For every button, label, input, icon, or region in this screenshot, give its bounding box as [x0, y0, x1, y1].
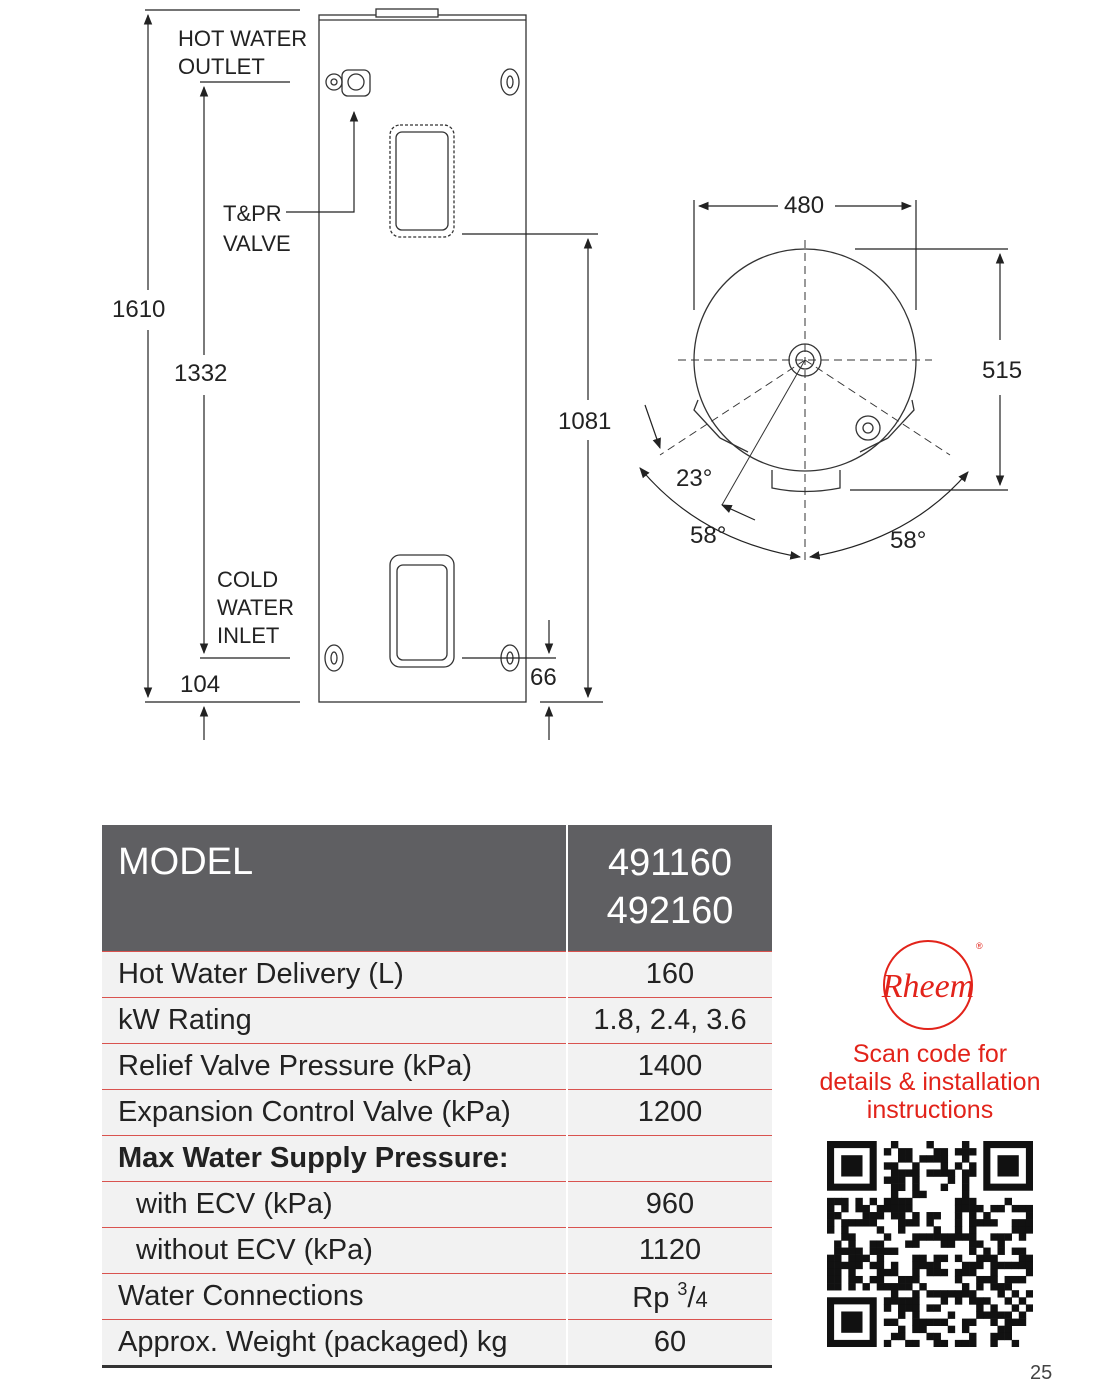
scan-line-2: details & installation — [819, 1068, 1041, 1096]
row-value: 60 — [567, 1320, 772, 1367]
dim-104: 104 — [180, 671, 221, 698]
row-label: Water Connections — [102, 1274, 567, 1320]
table-row — [102, 1320, 772, 1367]
table-row — [102, 1182, 772, 1228]
rheem-logo-area — [800, 935, 1060, 1040]
row-value: 1200 — [567, 1090, 772, 1136]
dim-515: 515 — [982, 357, 1023, 384]
dim-480: 480 — [784, 192, 825, 219]
dim-1332: 1332 — [174, 360, 228, 387]
row-label: Approx. Weight (packaged) kg — [102, 1320, 567, 1367]
row-label-section: Max Water Supply Pressure: — [102, 1136, 567, 1182]
row-label: Relief Valve Pressure (kPa) — [102, 1044, 567, 1090]
row-value: 1.8, 2.4, 3.6 — [567, 998, 772, 1044]
model-header: MODEL — [102, 825, 567, 952]
table-row — [102, 952, 772, 998]
registered-mark: ® — [976, 941, 983, 951]
row-label: Hot Water Delivery (L) — [102, 952, 567, 998]
row-value: 960 — [567, 1182, 772, 1228]
heater-front-elevation — [319, 9, 526, 702]
dim-1081: 1081 — [558, 408, 612, 435]
table-row — [102, 1274, 772, 1320]
model-numbers — [567, 825, 772, 952]
logo-text: Rheem — [881, 968, 975, 1005]
model-number-1: 491160 — [608, 842, 732, 884]
fraction-numerator: 3 — [677, 1278, 688, 1299]
cold-inlet-label-1: COLD — [217, 567, 279, 592]
row-value — [567, 1136, 772, 1182]
dim-1610: 1610 — [112, 296, 166, 323]
row-label: kW Rating — [102, 998, 567, 1044]
table-row — [102, 1228, 772, 1274]
angle-58-left: 58° — [690, 522, 727, 549]
model-number-2: 492160 — [606, 890, 734, 932]
angle-23: 23° — [676, 465, 713, 492]
table-row — [102, 1090, 772, 1136]
row-value: 1400 — [567, 1044, 772, 1090]
table-row — [102, 1136, 772, 1182]
connection-prefix: Rp — [632, 1281, 670, 1314]
row-label: without ECV (kPa) — [102, 1228, 567, 1274]
scan-instructions — [790, 1040, 1070, 1124]
angle-58-right: 58° — [890, 527, 927, 554]
heater-plan-view — [660, 240, 950, 565]
page-number: 25 — [1030, 1362, 1053, 1384]
table-header-row — [102, 825, 772, 952]
specification-table — [102, 825, 772, 1368]
dim-66: 66 — [530, 664, 557, 691]
hot-outlet-label-2: OUTLET — [178, 54, 265, 79]
fraction-denominator: 4 — [695, 1286, 708, 1312]
row-value: 1120 — [567, 1228, 772, 1274]
scan-line-3: instructions — [866, 1096, 994, 1124]
row-value-connections: Rp $^3$/4 — [567, 1274, 772, 1320]
tpr-label-1: T&PR — [223, 201, 282, 226]
tpr-label-2: VALVE — [223, 231, 291, 256]
table-row — [102, 998, 772, 1044]
row-value: 160 — [567, 952, 772, 998]
cold-inlet-label-2: WATER — [217, 595, 294, 620]
row-label: with ECV (kPa) — [102, 1182, 567, 1228]
row-label: Expansion Control Valve (kPa) — [102, 1090, 567, 1136]
table-row — [102, 1044, 772, 1090]
qr-code[interactable] — [827, 1141, 1033, 1347]
hot-outlet-label-1: HOT WATER — [178, 26, 308, 51]
cold-inlet-label-3: INLET — [217, 623, 280, 648]
scan-line-1: Scan code for — [852, 1040, 1008, 1068]
rheem-logo — [875, 935, 985, 1035]
